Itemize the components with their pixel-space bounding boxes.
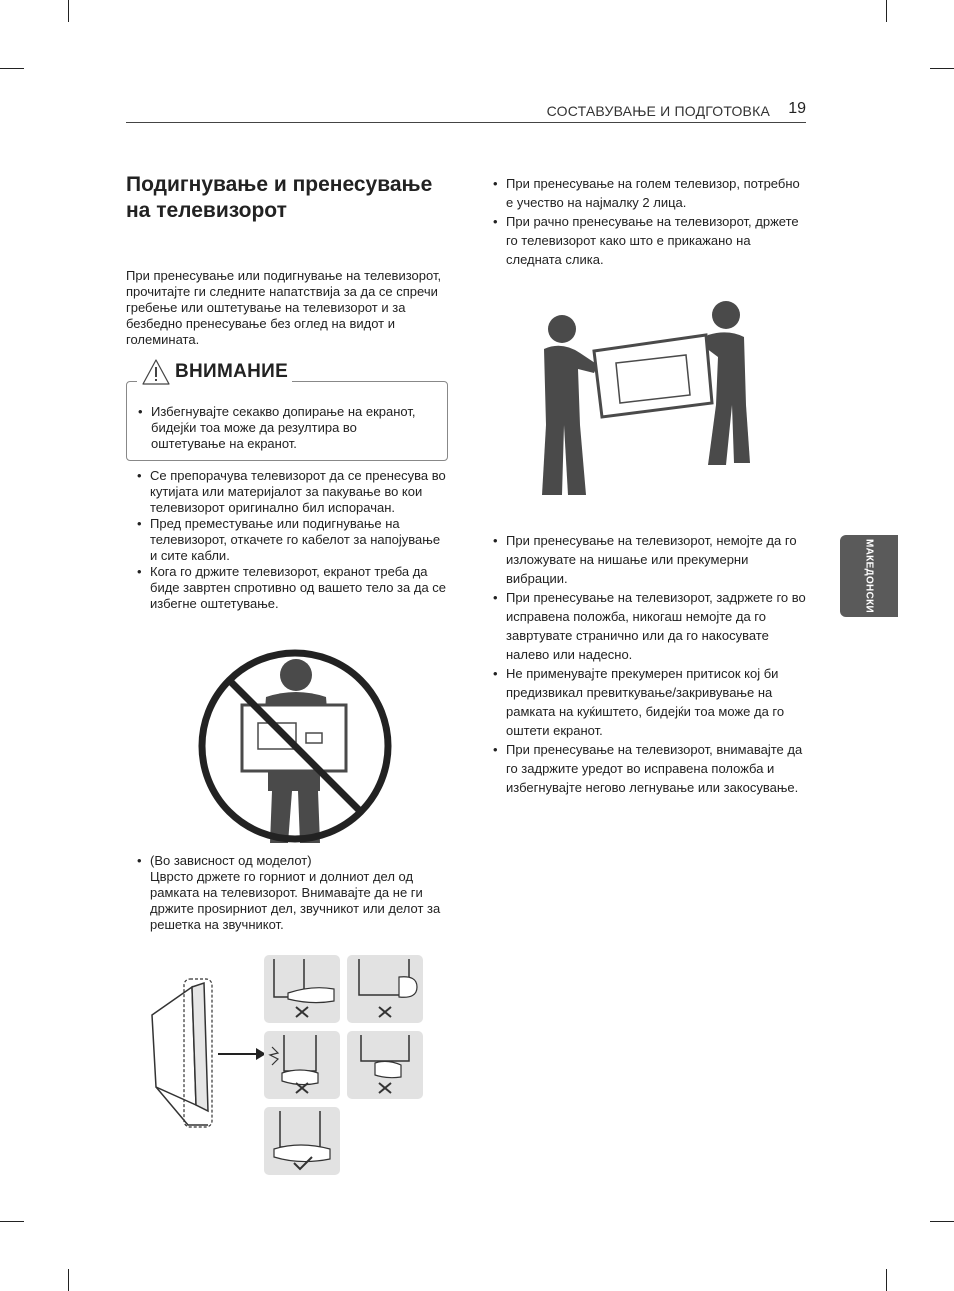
caution-list bbox=[137, 404, 427, 452]
model-note-title: (Во зависност од моделот) bbox=[150, 853, 312, 868]
crop-mark bbox=[886, 1269, 887, 1291]
list-item: • Не применувајте прекумерен притисок кој би предизвикал превиткување/закривување на рамката на куќиштето, бидејќи тоа може да го оштети екранот. bbox=[492, 664, 808, 740]
crop-mark bbox=[930, 1221, 954, 1222]
list-item: • При рачно пренесување на телевизорот, држете го телевизорот како што е прикажано на следната слика. bbox=[492, 212, 808, 269]
caution-header bbox=[137, 358, 292, 386]
caution-label: ВНИМАНИЕ bbox=[175, 361, 289, 382]
list-item: • При пренесување на телевизорот, задржете го во исправена положба, никогаш немојте да го завртувате странично или да го накосувате налево или надесно. bbox=[492, 588, 808, 664]
list-item: • Кога го држите телевизорот, екранот треба да биде завртен спротивно од вашето тело за да се избегне оштетување. bbox=[136, 564, 446, 612]
crop-mark bbox=[0, 68, 24, 69]
left-bullet-list bbox=[136, 468, 446, 612]
crop-mark bbox=[0, 1221, 24, 1222]
list-item: • При пренесување на голем телевизор, потребно е учество на најмалку 2 лица. bbox=[492, 174, 808, 212]
grip-panel-wrong-1 bbox=[264, 955, 340, 1023]
list-item: • При пренесување на телевизорот, немојте да го изложувате на нишање или прекумерни вибрации. bbox=[492, 531, 808, 588]
crop-mark bbox=[68, 1269, 69, 1291]
grip-panel-wrong-4 bbox=[347, 1031, 423, 1099]
page-number: 19 bbox=[788, 100, 806, 117]
right-bullet-list-bottom bbox=[492, 531, 808, 797]
caution-item: • Избегнувајте секакво допирање на екранот, бидејќи тоа може да резултира во оштетување на екранот. bbox=[137, 404, 427, 452]
page-title: Подигнување и пренесување на телевизорот bbox=[126, 173, 433, 222]
prohibited-carry-illustration bbox=[196, 647, 394, 845]
grip-panel-wrong-2 bbox=[347, 955, 423, 1023]
page-header bbox=[126, 100, 806, 123]
intro-paragraph: При пренесување или подигнување на телевизорот, прочитајте ги следните напатствија за да се спречи гребење или оштетување на телевизорот и за безбедно пренесување без оглед на видот и големината. bbox=[126, 268, 442, 347]
caution-box bbox=[126, 361, 448, 461]
crop-mark bbox=[886, 0, 887, 22]
two-person-carry-illustration bbox=[536, 295, 752, 497]
crop-mark bbox=[930, 68, 954, 69]
language-tab-label: МАКЕДОНСКИ bbox=[863, 539, 875, 613]
list-item: • Се препорачува телевизорот да се пренесува во кутијата или материјалот за пакување во кои телевизорот оригинално бил испорачан. bbox=[136, 468, 446, 516]
model-note-text: Цврсто држете го горниот и долниот дел од рамката на телевизорот. Внимавајте да не ги држите проѕирниот дел, звучникот или делот за решетка на звучникот. bbox=[150, 869, 441, 932]
warning-icon bbox=[141, 358, 171, 386]
right-bullet-list-top bbox=[492, 174, 808, 269]
model-note-list bbox=[136, 853, 456, 933]
language-tab bbox=[840, 535, 898, 617]
grip-panel-wrong-3 bbox=[264, 1031, 340, 1099]
list-item: • Пред преместување или подигнување на телевизорот, откачете го кабелот за напојување и сите кабли. bbox=[136, 516, 446, 564]
tv-side-view-illustration bbox=[148, 975, 268, 1135]
list-item bbox=[136, 853, 456, 933]
list-item: • При пренесување на телевизорот, внимавајте да го задржите уредот во исправена положба и избегнувајте негово легнување или закосување. bbox=[492, 740, 808, 797]
grip-panel-correct bbox=[264, 1107, 340, 1175]
crop-mark bbox=[68, 0, 69, 22]
section-title: СОСТАВУВАЊЕ И ПОДГОТОВКА bbox=[546, 103, 770, 119]
